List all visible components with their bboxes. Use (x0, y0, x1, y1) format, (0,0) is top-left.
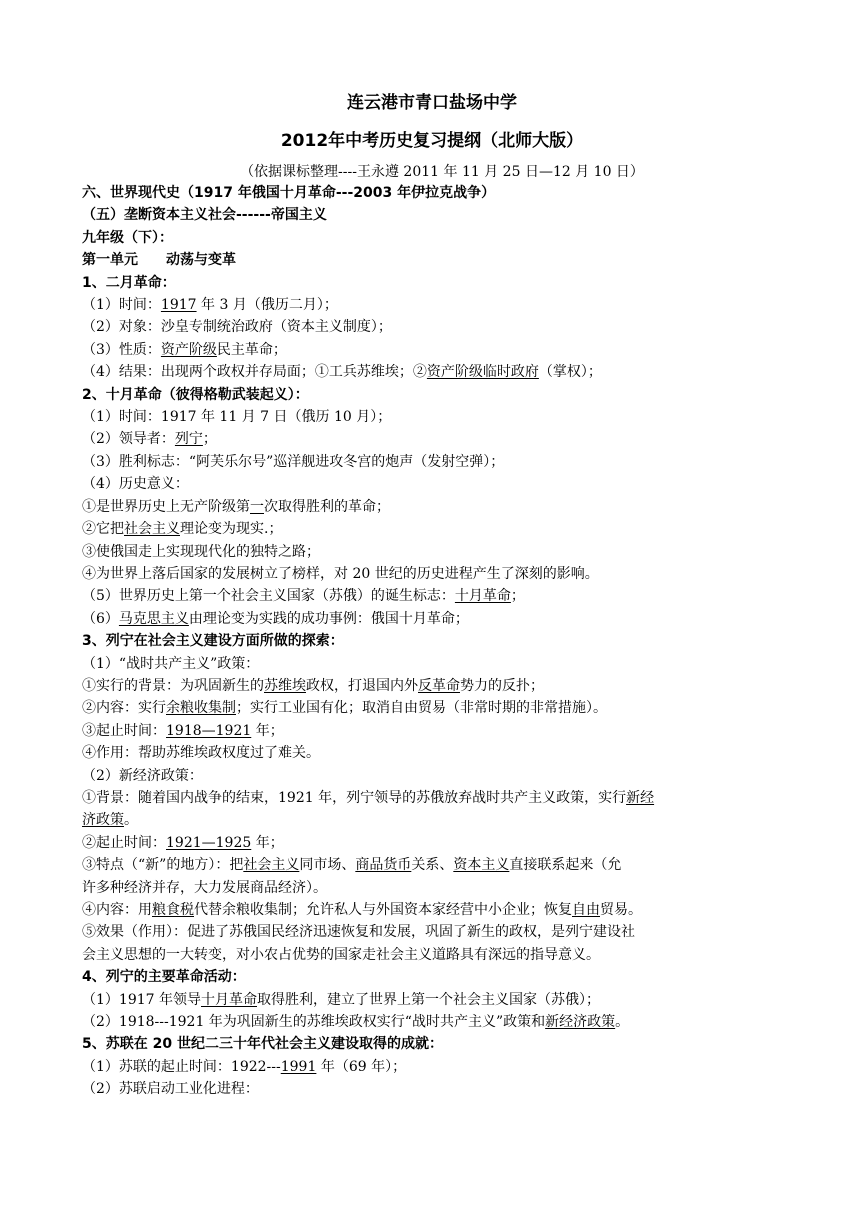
outline-text: （1）时间：1917 年 11 月 7 日（俄历 10 月）； (82, 409, 392, 426)
outline-line (82, 272, 782, 294)
section-heading: 2、十月革命（彼得格勒武装起义）： (82, 386, 309, 403)
outline-line (82, 361, 782, 383)
outline-text: 会主义思想的一大转变，对小农占优势的国家走社会主义道路具有深远的指导意义。 (82, 946, 600, 963)
outline-line (82, 966, 782, 988)
underlined-keyword: 粮食税 (152, 902, 194, 918)
section-heading: 5、苏联在 20 世纪二三十年代社会主义建设取得的成就： (82, 1036, 443, 1053)
outline-text: 取得胜利，建立了世界上第一个社会主义国家（苏俄）； (257, 991, 600, 1008)
outline-text: （1）苏联的起止时间：1922--- (82, 1058, 281, 1075)
outline-text: ④为世界上落后国家的发展树立了榜样，对 20 世纪的历史进程产生了深刻的影响。 (82, 565, 599, 582)
outline-text: 年 3 月（俄历二月）； (196, 297, 338, 314)
underlined-keyword: 马克思主义 (118, 610, 189, 627)
outline-text: （2）新经济政策： (82, 767, 203, 784)
document-title: 2012年中考历史复习提纲（北师大版） (280, 131, 584, 151)
section-heading: 第一单元 动荡与变革 (82, 252, 236, 269)
outline-line (82, 877, 782, 899)
outline-text: 。 (615, 1014, 630, 1031)
underlined-keyword: 余粮收集制 (166, 700, 236, 717)
outline-text: ④作用：帮助苏维埃政权度过了难关。 (82, 745, 320, 762)
outline-text: ；实行工业国有化；取消自由贸易（非常时期的非常措施）。 (236, 700, 607, 717)
outline-text: ①是世界历史上无产阶级第 (82, 498, 250, 515)
outline-line (82, 249, 782, 271)
underlined-keyword: 反革命 (418, 677, 460, 694)
underlined-keyword: 社会主义 (124, 521, 180, 538)
outline-line (82, 697, 782, 719)
outline-text: （2）领导者： (82, 431, 175, 448)
outline-text: （5）世界历史上第一个社会主义国家（苏俄）的诞生标志： (82, 588, 455, 605)
outline-line (82, 653, 782, 675)
outline-text: 。 (124, 812, 138, 829)
section-heading: 1、二月革命： (82, 274, 176, 291)
outline-text: ②它把 (82, 521, 124, 538)
outline-text: （2）苏联启动工业化进程： (82, 1081, 259, 1098)
outline-text: 民主革命； (216, 341, 287, 358)
underlined-keyword: 商品货币 (355, 857, 412, 874)
underlined-keyword: 社会主义 (243, 857, 300, 874)
underlined-keyword: 一 (250, 498, 264, 515)
underlined-keyword: 资产阶级 (160, 341, 217, 358)
underlined-keyword: 资本主义 (453, 857, 510, 874)
underlined-keyword: 1917 (160, 297, 197, 314)
outline-line (82, 787, 782, 809)
outline-text: （1）“战时共产主义”政策： (82, 655, 260, 672)
outline-text: 年（69 年）； (316, 1058, 407, 1075)
outline-line (82, 832, 782, 854)
outline-text: ⑤效果（作用）：促进了苏俄国民经济迅速恢复和发展，巩固了新生的政权，是列宁建设社 (82, 924, 635, 941)
section-heading: 4、列宁的主要革命活动： (82, 969, 246, 986)
outline-line (82, 384, 782, 406)
outline-text: 代替余粮收集制；允许私人与外国资本家经营中小企业；恢复 (194, 902, 572, 918)
outline-text: （1）1917 年领导 (82, 991, 201, 1008)
outline-text: 许多种经济并存，大力发展商品经济）。 (82, 879, 327, 896)
outline-text: 贸易。 (600, 902, 642, 918)
outline-line (82, 563, 782, 585)
outline-text: （2）1918---1921 年为巩固新生的苏维埃政权实行“战时共产主义”政策和 (82, 1014, 546, 1031)
outline-text: 关系、 (411, 857, 454, 874)
outline-text: ①实行的背景：为巩固新生的 (82, 677, 264, 694)
outline-text: 年； (251, 722, 284, 739)
outline-text: ； (202, 431, 217, 448)
outline-text: 理论变为现实.； (180, 521, 283, 538)
outline-line (82, 1011, 782, 1033)
underlined-keyword: 1991 (280, 1058, 317, 1075)
outline-line (82, 339, 782, 361)
underlined-keyword: 十月革命 (454, 588, 511, 605)
underlined-keyword: 1918—1921 (166, 722, 252, 739)
outline-line (82, 1056, 782, 1078)
outline-line (82, 1033, 782, 1055)
outline-text: 同市场、 (299, 857, 356, 874)
outline-line (82, 989, 782, 1011)
outline-line (82, 204, 782, 226)
document-page (82, 84, 782, 1101)
outline-text: 次取得胜利的革命； (264, 498, 390, 515)
underlined-keyword: 新经济政策 (545, 1014, 616, 1031)
outline-text: ③使俄国走上实现现代化的独特之路； (82, 543, 320, 560)
outline-text: 由理论变为实践的成功事例：俄国十月革命； (188, 610, 469, 627)
outline-text: 政权，打退国内外 (306, 677, 418, 694)
section-heading: （五）垄断资本主义社会------帝国主义 (82, 207, 327, 224)
section-heading: 九年级（下）： (82, 229, 173, 246)
outline-text: 势力的反扑； (460, 677, 544, 694)
compilation-note: （依据课标整理----王永遵 2011 年 11 月 25 日—12 月 10 日） (240, 164, 644, 180)
outline-line (82, 854, 782, 876)
outline-text: 直接联系起来（允 (509, 857, 622, 874)
outline-text: ①背景：随着国内战争的结束，1921 年，列宁领导的苏俄放弃战时共产主义政策，实行 (82, 789, 627, 806)
outline-line (82, 473, 782, 495)
outline-line (82, 899, 782, 921)
section-heading: 六、世界现代史（1917 年俄国十月革命---2003 年伊拉克战争） (82, 185, 496, 201)
outline-text: （3）胜利标志：“阿芙乐尔号”巡洋舰进攻冬宫的炮声（发射空弹）； (82, 453, 505, 470)
outline-text: （3）性质： (82, 341, 161, 358)
outline-text: （4）结果：出现两个政权并存局面；①工兵苏维埃；② (82, 364, 427, 381)
outline-line (82, 406, 782, 428)
outline-text: （6） (82, 610, 119, 627)
outline-text: 年； (251, 834, 284, 851)
underlined-keyword: 列宁 (174, 431, 203, 448)
outline-text: ③起止时间： (82, 722, 166, 739)
outline-text: （1）时间： (82, 297, 161, 314)
outline-line (82, 720, 782, 742)
section-heading: 3、列宁在社会主义建设方面所做的探索： (82, 633, 344, 650)
outline-line (82, 608, 782, 630)
outline-line (82, 675, 782, 697)
outline-line (82, 541, 782, 563)
outline-line (82, 428, 782, 450)
outline-line (82, 451, 782, 473)
underlined-keyword: 资产阶级临时政府 (426, 364, 539, 381)
underlined-keyword: 新经 (626, 789, 655, 806)
underlined-keyword: 济政策 (82, 812, 124, 829)
outline-line (82, 182, 782, 204)
outline-text: （2）对象：沙皇专制统治政府（资本主义制度）； (82, 319, 392, 336)
outline-line (82, 1078, 782, 1100)
outline-text: ④内容：用 (82, 902, 152, 918)
outline-line (82, 585, 782, 607)
outline-text: ； (510, 588, 525, 605)
outline-line (82, 294, 782, 316)
underlined-keyword: 十月革命 (201, 991, 257, 1008)
underlined-keyword: 自由 (572, 902, 600, 918)
outline-line (82, 316, 782, 338)
outline-text: ③特点（“新”的地方）：把 (82, 857, 244, 874)
outline-line (82, 921, 782, 943)
outline-text: （4）历史意义： (82, 476, 189, 493)
outline-line (82, 496, 782, 518)
school-title: 连云港市青口盐场中学 (347, 93, 517, 113)
outline-line (82, 518, 782, 540)
outline-body (82, 182, 782, 1101)
outline-text: （掌权）； (538, 364, 602, 381)
outline-line (82, 944, 782, 966)
outline-text: ②内容：实行 (82, 700, 166, 717)
outline-line (82, 765, 782, 787)
outline-line (82, 809, 782, 831)
outline-line (82, 630, 782, 652)
outline-line (82, 227, 782, 249)
underlined-keyword: 1921—1925 (166, 834, 252, 851)
underlined-keyword: 苏维埃 (264, 677, 306, 694)
outline-line (82, 742, 782, 764)
outline-text: ②起止时间： (82, 834, 166, 851)
